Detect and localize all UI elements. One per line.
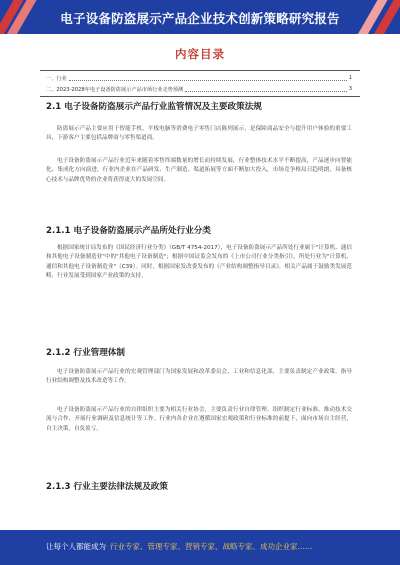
toc-entry-label: 一、行业	[46, 76, 67, 82]
toc-leader-dots	[185, 86, 346, 92]
toc-entry[interactable]	[46, 75, 352, 82]
toc-top-divider	[40, 70, 360, 71]
body-paragraph: 防盗展示产品主要应用于智能手机、平板电脑等消费电子零售门店陈列展示，是保障商品安全与提升用户体验的重要工具，下游客户主要包括品牌商与零售渠道商。	[46, 126, 352, 142]
toc-entry-label: 二、2023-2028年电子设备防盗展示产品市场行业走势预测	[46, 87, 184, 93]
footer-slogan-roles: 行业专家、管理专家、营销专家、战略专家、成功企业家……	[110, 542, 313, 551]
section-heading: 2.1 电子设备防盗展示产品行业监管情况及主要政策法规	[46, 102, 262, 112]
report-header	[0, 0, 400, 34]
body-paragraph: 电子设备防盗展示产品行业的宏观管理部门为国家发展和改革委员会、工业和信息化部，主要负责制定产业政策、指导行业结构调整及技术改造等工作。	[46, 369, 352, 385]
toc-entry-page: 1	[348, 75, 352, 81]
body-paragraph: 电子设备防盗展示产品行业的自律组织主要为相关行业协会，主要负责行业自律管理、组织制定行业标准、推动技术交流与合作、开展行业调研及信息统计等工作。行业内各企业在遵循国家宏观政策和行业标准的前提下，面向市场自主经营，自主决策，自负盈亏。	[46, 407, 352, 432]
subsection-heading: 2.1.3 行业主要法律法规及政策	[46, 482, 168, 492]
toc-leader-dots	[69, 75, 347, 81]
body-paragraph: 根据国家统计局发布的《国民经济行业分类》（GB/T 4754-2017），电子设备防盗展示产品所处行业属于"计算机、通信和其他电子设备制造业"中的"其他电子设备制造"；根据中国证监会发布的《上市公司行业分类指引》，所处行业为"计算机、通信和其他电子设备制造业"（C39）。同时，根据国家发改委发布的《产业结构调整指导目录》，相关产品属于鼓励类发展范畴，行业发展受到国家产业政策的支持。	[46, 245, 352, 280]
toc-entry[interactable]	[46, 86, 352, 93]
toc-entry-page: 3	[348, 86, 352, 92]
subsection-heading: 2.1.1 电子设备防盗展示产品所处行业分类	[46, 226, 211, 236]
body-paragraph: 电子设备防盗展示产品行业近年来随着零售终端数量的增长而持续发展，行业整体技术水平不断提高，产品逐步向智能化、集成化方向演进。行业内企业在产品研发、生产制造、渠道拓展等方面不断加大投入，市场竞争格局日趋明朗，具备核心技术与品牌优势的企业将获得更大的发展空间。	[46, 158, 352, 183]
report-title: 电子设备防盗展示产品企业技术创新策略研究报告	[60, 11, 340, 26]
footer-slogan	[46, 541, 313, 552]
toc-bottom-divider	[40, 96, 360, 97]
toc-title: 内容目录	[175, 47, 225, 61]
report-footer	[0, 530, 400, 565]
subsection-heading: 2.1.2 行业管理体制	[46, 348, 126, 358]
footer-slogan-lead: 让每个人都能成为	[46, 542, 106, 551]
